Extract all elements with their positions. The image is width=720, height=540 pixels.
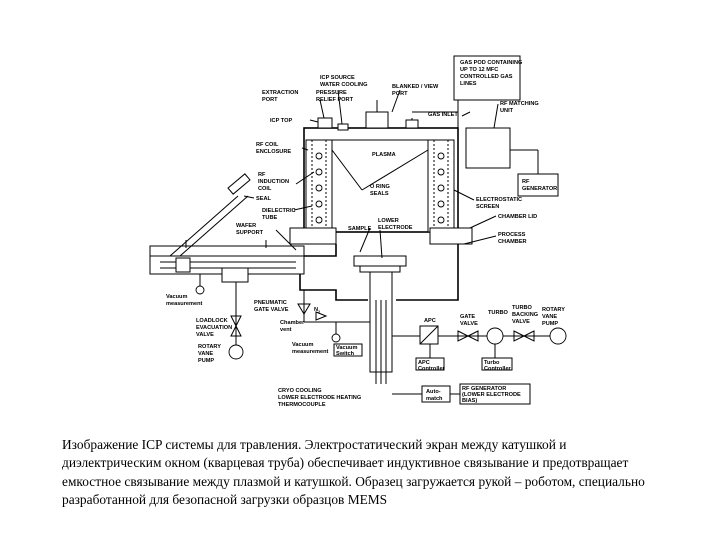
label-wafer-support-1: WAFER (236, 223, 257, 229)
label-gas-inlet: GAS INLET (428, 112, 458, 118)
svg-text:ROTARY (542, 307, 565, 313)
svg-text:EVACUATION (196, 325, 232, 331)
svg-text:vent (280, 327, 292, 333)
label-apc-controller-2: Controller (418, 366, 445, 372)
svg-text:LINES (460, 81, 477, 87)
svg-text:VANE (542, 314, 557, 320)
svg-text:VALVE (460, 321, 478, 327)
svg-text:Controller (418, 366, 446, 372)
label-rf-generator-bias-3: BIAS) (462, 398, 478, 404)
svg-text:LOADLOCK (196, 318, 228, 324)
label-turbo-controller-1: Turbo (484, 360, 500, 366)
svg-text:Auto- (426, 389, 441, 395)
label-extraction-port-2: PORT (262, 97, 278, 103)
svg-text:Vacuum (166, 294, 187, 300)
svg-text:DIELECTRIC (262, 208, 296, 214)
svg-text:Vacuum (292, 342, 313, 348)
label-lower-electrode-2: ELECTRODE (378, 225, 413, 231)
label-pressure-relief-1: PRESSURE (316, 90, 347, 96)
svg-text:SUPPORT (236, 230, 264, 236)
svg-text:PRESSURE (316, 90, 347, 96)
label-rotary-vane-pump-left-2: VANE (198, 351, 214, 357)
svg-text:ICP TOP (270, 118, 292, 124)
svg-text:TURBO (488, 310, 509, 316)
svg-text:ROTARY (198, 344, 221, 350)
label-gas-pod-3: CONTROLLED GAS (460, 74, 513, 80)
label-rotary-vane-pump-right-3: PUMP (542, 321, 559, 327)
label-dielectric-tube-2: TUBE (262, 215, 278, 221)
svg-text:RF (522, 179, 530, 185)
label-rf-generator-bias-2: (LOWER ELECTRODE (462, 392, 521, 398)
label-rf-matching-2: UNIT (500, 108, 514, 114)
label-loadlock-valve-1: LOADLOCK (196, 318, 228, 324)
label-apc-controller-1: APC (418, 360, 430, 366)
svg-text:BIAS) (462, 398, 477, 404)
svg-text:match (426, 396, 443, 402)
svg-text:CRYO COOLING (278, 388, 322, 394)
label-process-chamber-2: CHAMBER (498, 239, 527, 245)
label-icp-top: ICP TOP (270, 118, 293, 124)
label-chamber-vent-1: Chamber (280, 320, 305, 326)
svg-text:EXTRACTION (262, 90, 298, 96)
svg-text:GAS POD CONTAINING (460, 60, 522, 66)
label-blanked-view-1: BLANKED / VIEW (392, 84, 439, 90)
svg-text:measurement (166, 301, 203, 307)
label-automatch-2: match (426, 396, 443, 402)
svg-text:Controller (484, 366, 512, 372)
svg-text:Switch (336, 351, 355, 357)
label-automatch-1: Auto- (426, 389, 441, 395)
label-turbo-controller-2: Controller (484, 366, 511, 372)
label-turbo-backing-valve-2: BACKING (512, 312, 539, 318)
label-rf-induction-coil-3: COIL (258, 186, 272, 192)
svg-text:COIL (258, 186, 272, 192)
label-apc: APC (424, 318, 436, 324)
label-chamber-vent-2: vent (280, 327, 292, 333)
svg-text:PROCESS (498, 232, 526, 238)
svg-text:RF MATCHING (500, 101, 539, 107)
svg-text:ENCLOSURE (256, 149, 291, 155)
caption-line-1: Изображение ICP системы для травления. Электростатический экран между катушкой и (62, 437, 567, 452)
svg-text:RF (258, 172, 266, 178)
label-rotary-vane-pump-left-3: PUMP (198, 358, 215, 364)
label-loadlock-valve-2: EVACUATION (196, 325, 233, 331)
svg-text:SEAL (256, 196, 272, 202)
svg-text:measurement (292, 349, 329, 355)
svg-text:N2: $N_2$ (314, 307, 321, 314)
label-gas-pod-4: LINES (460, 81, 477, 87)
label-rf-matching-1: RF MATCHING (500, 101, 539, 107)
svg-text:GATE (460, 314, 475, 320)
label-seal: SEAL (256, 196, 271, 202)
svg-text:RF COIL (256, 142, 279, 148)
svg-text:UNIT (500, 108, 514, 114)
label-rf-generator-1: RF (522, 179, 530, 185)
svg-text:UP TO 12 MFC (460, 67, 498, 73)
label-pressure-relief-2: RELIEF PORT (316, 97, 353, 103)
label-cryo-cooling-2: LOWER ELECTRODE HEATING (278, 395, 362, 401)
svg-text:SAMPLE (348, 226, 372, 232)
label-lower-electrode-1: LOWER (378, 218, 399, 224)
label-vacuum-switch-1: Vacuum (336, 345, 358, 351)
caption-line-2: диэлектрическим окном (кварцевая труба) обеспечивает индуктивное связывание и предотвращает (62, 455, 629, 471)
label-n2: N (314, 307, 319, 313)
label-o-ring-seals-1: O RING (370, 184, 390, 190)
label-rf-coil-enclosure-1: RF COIL (256, 142, 279, 148)
label-rf-coil-enclosure-2: ENCLOSURE (256, 149, 292, 155)
label-extraction-port-1: EXTRACTION (262, 90, 299, 96)
loadlock-arm (150, 174, 304, 282)
label-vacuum-measurement-2: measurement (292, 349, 329, 355)
svg-text:PORT (392, 91, 408, 97)
label-o-ring-seals-2: SEALS (370, 191, 389, 197)
svg-text:RELIEF PORT (316, 97, 354, 103)
label-electrostatic-screen-2: SCREEN (476, 204, 500, 210)
svg-text:VANE (198, 351, 213, 357)
label-gate-valve-1: GATE (460, 314, 476, 320)
svg-text:ELECTRODE (378, 225, 413, 231)
svg-text:SEALS (370, 191, 389, 197)
label-rf-induction-coil-1: RF (258, 172, 266, 178)
label-plasma: PLASMA (372, 152, 396, 158)
svg-text:VALVE (196, 332, 214, 338)
svg-text:LOWER ELECTRODE HEATING (278, 395, 361, 401)
label-pneumatic-gate-valve-1: PNEUMATIC (254, 300, 287, 306)
label-sample: SAMPLE (348, 226, 372, 232)
label-chamber-lid: CHAMBER LID (498, 214, 538, 220)
label-turbo-backing-valve-3: VALVE (512, 319, 530, 325)
label-blanked-view-2: PORT (392, 91, 408, 97)
caption-line-3: емкостное связывание между плазмой и катушкой. Образец загружается рукой – роботом, специально (62, 473, 645, 489)
svg-text:VALVE (512, 319, 530, 325)
label-dielectric-tube-1: DIELECTRIC (262, 208, 296, 214)
label-cryo-cooling-3: THERMOCOUPLE (278, 402, 326, 408)
label-rotary-vane-pump-right-2: VANE (542, 314, 558, 320)
label-turbo-backing-valve-1: TURBO (512, 305, 532, 311)
label-rotary-vane-pump-right-1: ROTARY (542, 307, 565, 313)
svg-text:O RING (370, 184, 390, 190)
svg-text:ICP SOURCE (320, 75, 355, 81)
label-vacuum-switch-2: Switch (336, 351, 355, 357)
svg-text:APC (424, 318, 436, 324)
svg-text:CHAMBER LID (498, 214, 537, 220)
svg-text:PUMP (542, 321, 558, 327)
label-wafer-support-2: SUPPORT (236, 230, 264, 236)
label-gas-pod-2: UP TO 12 MFC (460, 67, 499, 73)
label-icp-source-1: ICP SOURCE (320, 75, 355, 81)
label-rf-generator-bias-1: RF GENERATOR (462, 386, 507, 392)
caption-line-4: разработанной для безопасной загрузки образцов MEMS (62, 492, 388, 508)
svg-text:PORT (262, 97, 278, 103)
svg-text:WATER COOLING (320, 82, 367, 88)
svg-text:TUBE (262, 215, 277, 221)
svg-text:PNEUMATIC (254, 300, 287, 306)
label-rf-generator-2: GENERATOR (522, 186, 558, 192)
svg-text:CONTROLLED GAS (460, 74, 513, 80)
label-rotary-vane-pump-left-1: ROTARY (198, 344, 221, 350)
svg-text:ELECTROSTATIC (476, 197, 522, 203)
svg-text:BACKING (512, 312, 538, 318)
figure-caption (62, 436, 682, 510)
label-vacuum-measurement-left-2: measurement (166, 301, 203, 307)
label-cryo-cooling-1: CRYO COOLING (278, 388, 322, 394)
svg-text:GAS INLET (428, 112, 458, 118)
svg-text:INDUCTION (258, 179, 289, 185)
svg-text:CHAMBER (498, 239, 527, 245)
svg-text:GATE VALVE (254, 307, 289, 313)
svg-text:PLASMA (372, 152, 396, 158)
svg-text:GENERATOR (522, 186, 557, 192)
label-electrostatic-screen-1: ELECTROSTATIC (476, 197, 523, 203)
label-loadlock-valve-3: VALVE (196, 332, 214, 338)
label-icp-source-2: WATER COOLING (320, 82, 368, 88)
label-gate-valve-2: VALVE (460, 321, 478, 327)
label-turbo: TURBO (488, 310, 508, 316)
svg-text:LOWER (378, 218, 399, 224)
svg-text:WAFER (236, 223, 256, 229)
main-chamber (304, 100, 458, 232)
svg-text:TURBO (512, 305, 533, 311)
label-process-chamber-1: PROCESS (498, 232, 526, 238)
svg-text:THERMOCOUPLE (278, 402, 326, 408)
label-pneumatic-gate-valve-2: GATE VALVE (254, 307, 289, 313)
svg-text:BLANKED / VIEW (392, 84, 439, 90)
label-rf-induction-coil-2: INDUCTION (258, 179, 290, 185)
label-vacuum-measurement-left-1: Vacuum (166, 294, 188, 300)
label-vacuum-measurement-1: Vacuum (292, 342, 314, 348)
svg-text:PUMP (198, 358, 214, 364)
svg-text:SCREEN (476, 204, 499, 210)
label-gas-pod-1: GAS POD CONTAINING (460, 60, 523, 66)
svg-text:Chamber (280, 320, 305, 326)
